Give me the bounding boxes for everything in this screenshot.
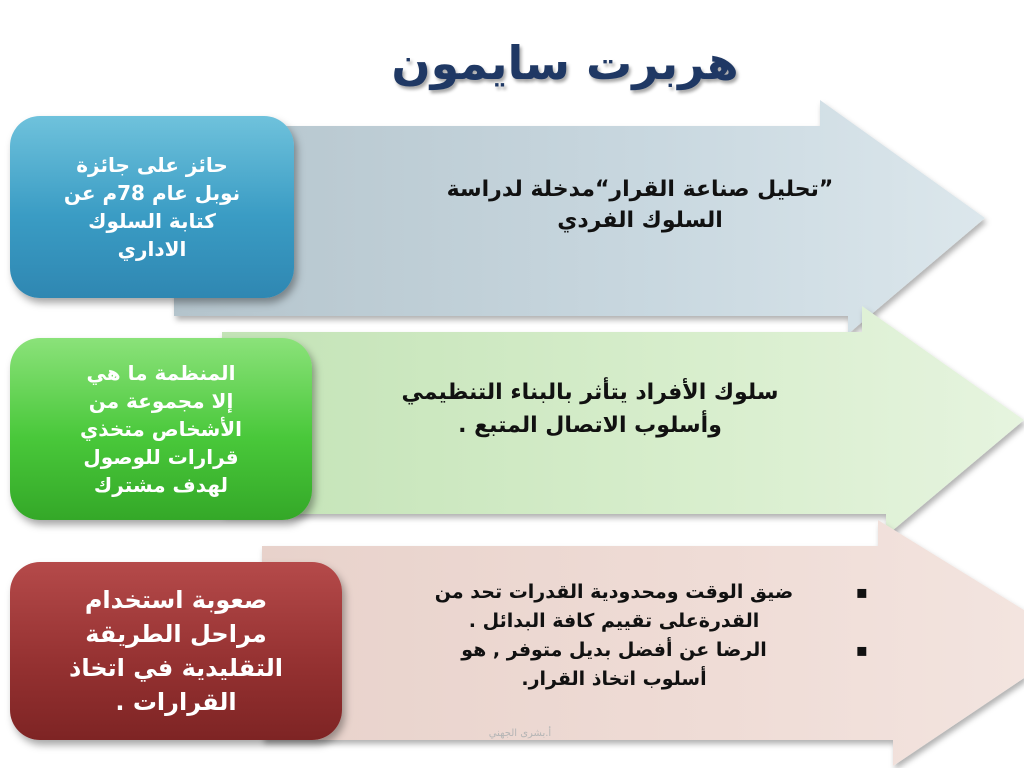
arrow-1-text: ”تحليل صناعة القرار“مدخلة لدراسة السلوك الفردي <box>446 177 834 233</box>
arrow-3-text <box>380 578 870 694</box>
arrow-2-text: سلوك الأفراد يتأثر بالبناء التنظيمي وأسلوب الاتصال المتبع . <box>401 380 779 438</box>
bullet-item: ▪ الرضا عن أفضل بديل متوفر , هو أسلوب اتخاذ القرار. <box>380 636 870 694</box>
box-nobel-prize: حائز على جائزة نوبل عام 78م عن كتابة السلوك الاداري <box>10 116 294 298</box>
box-organization-definition: المنظمة ما هي إلا مجموعة من الأشخاص متخذي قرارات للوصول لهدف مشترك <box>10 338 312 520</box>
box-traditional-method-difficulty: صعوبة استخدام مراحل الطريقة التقليدية في اتخاذ القرارات . <box>10 562 342 740</box>
footer-author: أ.بشرى الجهني <box>488 728 552 739</box>
bullet-icon: ▪ <box>855 582 868 603</box>
arrow-3-bullets <box>380 578 870 694</box>
bullet-item: ▪ ضيق الوقت ومحدودية القدرات تحد من القدرةعلى تقييم كافة البدائل . <box>380 578 870 636</box>
bullet-icon: ▪ <box>855 640 868 661</box>
slide-title: هربرت سايمون <box>391 36 739 90</box>
